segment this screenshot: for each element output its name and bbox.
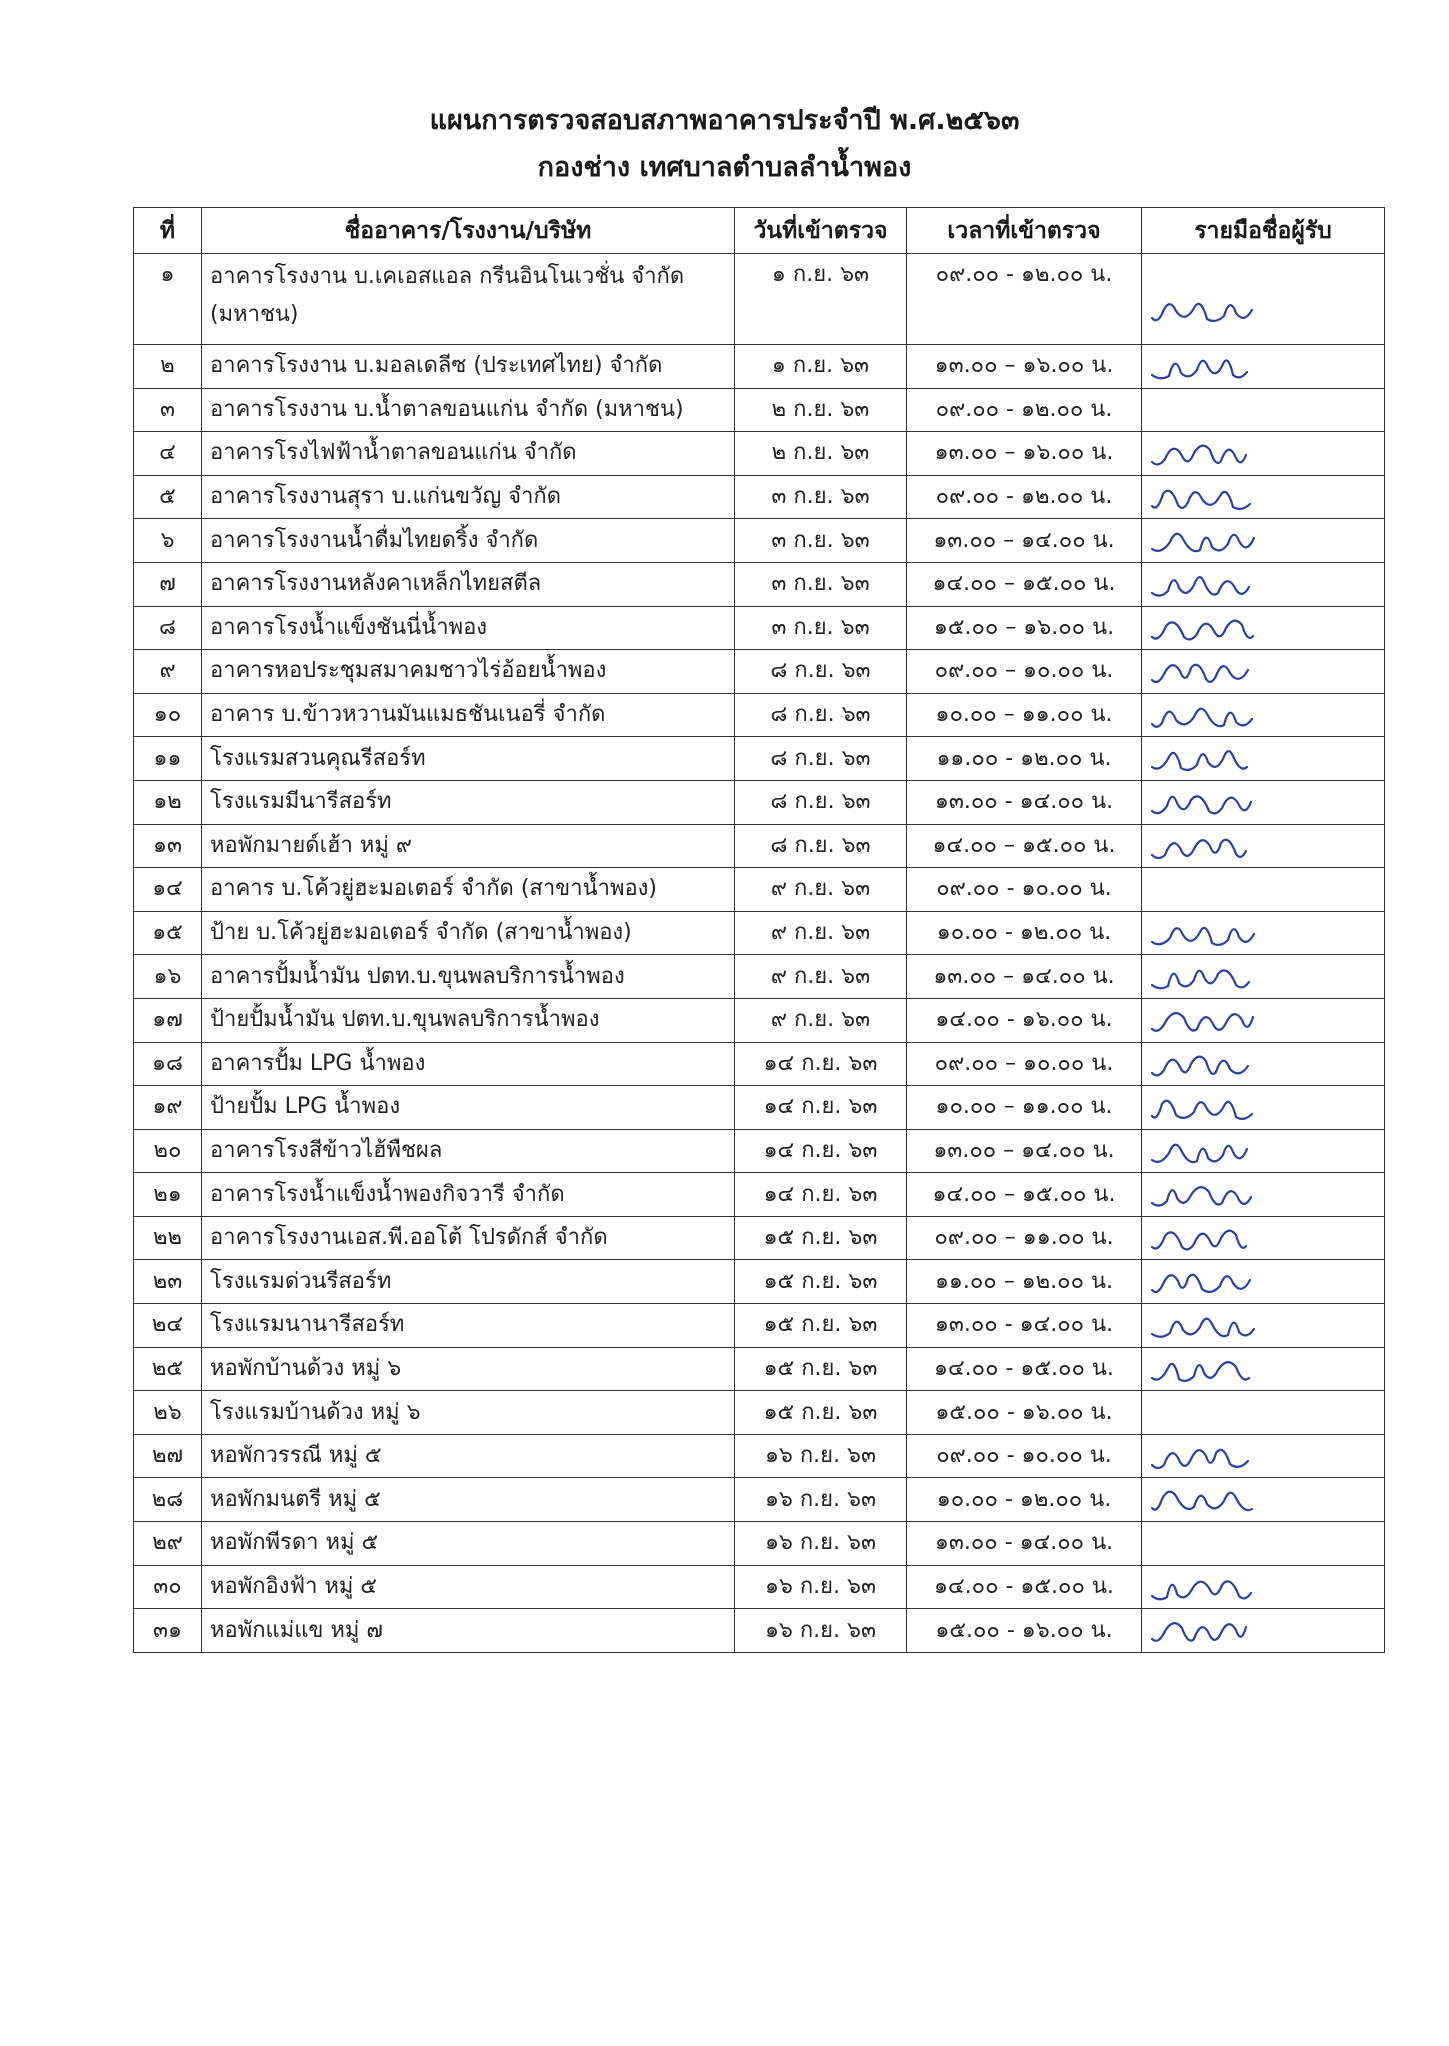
inspection-time: ๑๔.๐๐ – ๑๕.๐๐ น. — [907, 1173, 1142, 1217]
inspection-date: ๑ ก.ย. ๖๓ — [735, 254, 907, 345]
inspection-time: ๑๓.๐๐ - ๑๔.๐๐ น. — [907, 1522, 1142, 1566]
building-name: หอพักแม่แข หมู่ ๗ — [202, 1609, 735, 1653]
signature-cell — [1142, 1304, 1385, 1348]
handwritten-signature — [1146, 1568, 1296, 1608]
handwritten-signature — [1146, 914, 1296, 954]
inspection-date: ๑๔ ก.ย. ๖๓ — [735, 1129, 907, 1173]
table-row — [134, 519, 1385, 563]
inspection-time: ๑๓.๐๐ – ๑๖.๐๐ น. — [907, 432, 1142, 476]
table-row — [134, 388, 1385, 432]
table-header-row — [134, 208, 1385, 254]
inspection-time: ๑๕.๐๐ - ๑๖.๐๐ น. — [907, 1391, 1142, 1435]
inspection-date: ๓ ก.ย. ๖๓ — [735, 606, 907, 650]
signature-cell — [1142, 868, 1385, 912]
row-number: ๒๖ — [134, 1391, 202, 1435]
signature-cell — [1142, 606, 1385, 650]
header-date: วันที่เข้าตรวจ — [735, 208, 907, 254]
table-row — [134, 737, 1385, 781]
inspection-time: ๐๙.๐๐ - ๑๐.๐๐ น. — [907, 868, 1142, 912]
building-name: โรงแรมบ้านด้วง หมู่ ๖ — [202, 1391, 735, 1435]
inspection-date: ๒ ก.ย. ๖๓ — [735, 388, 907, 432]
building-name: หอพักวรรณี หมู่ ๕ — [202, 1434, 735, 1478]
row-number: ๒๓ — [134, 1260, 202, 1304]
inspection-date: ๘ ก.ย. ๖๓ — [735, 693, 907, 737]
table-row — [134, 432, 1385, 476]
building-name: อาคารโรงไฟฟ้าน้ำตาลขอนแก่น จำกัด — [202, 432, 735, 476]
handwritten-signature — [1146, 478, 1296, 518]
building-name: อาคารปั้มน้ำมัน ปตท.บ.ขุนพลบริการน้ำพอง — [202, 955, 735, 999]
table-row — [134, 868, 1385, 912]
inspection-date: ๑๔ ก.ย. ๖๓ — [735, 1086, 907, 1130]
inspection-time: ๑๑.๐๐ - ๑๒.๐๐ น. — [907, 737, 1142, 781]
handwritten-signature — [1146, 739, 1296, 779]
table-row — [134, 345, 1385, 389]
inspection-date: ๑๔ ก.ย. ๖๓ — [735, 1173, 907, 1217]
building-name: อาคารโรงงานสุรา บ.แก่นขวัญ จำกัด — [202, 475, 735, 519]
signature-cell — [1142, 1129, 1385, 1173]
building-name: อาคารปั้ม LPG น้ำพอง — [202, 1042, 735, 1086]
handwritten-signature — [1146, 1611, 1296, 1651]
table-row — [134, 562, 1385, 606]
signature-cell — [1142, 1522, 1385, 1566]
inspection-time: ๑๕.๐๐ - ๑๖.๐๐ น. — [907, 1609, 1142, 1653]
inspection-date: ๑๖ ก.ย. ๖๓ — [735, 1609, 907, 1653]
signature-cell — [1142, 1478, 1385, 1522]
building-name: ป้ายปั้ม LPG น้ำพอง — [202, 1086, 735, 1130]
row-number: ๑๖ — [134, 955, 202, 999]
handwritten-signature — [1146, 783, 1296, 823]
row-number: ๑๒ — [134, 780, 202, 824]
table-row — [134, 1391, 1385, 1435]
table-row — [134, 650, 1385, 694]
row-number: ๒๘ — [134, 1478, 202, 1522]
signature-cell — [1142, 1042, 1385, 1086]
inspection-date: ๘ ก.ย. ๖๓ — [735, 824, 907, 868]
signature-cell — [1142, 1434, 1385, 1478]
signature-cell — [1142, 432, 1385, 476]
inspection-time: ๑๓.๐๐ – ๑๔.๐๐ น. — [907, 955, 1142, 999]
building-name: โรงแรมด่วนรีสอร์ท — [202, 1260, 735, 1304]
inspection-time: ๑๓.๐๐ – ๑๔.๐๐ น. — [907, 1129, 1142, 1173]
signature-cell — [1142, 693, 1385, 737]
building-name: อาคารโรงงาน บ.น้ำตาลขอนแก่น จำกัด (มหาชน) — [202, 388, 735, 432]
inspection-time: ๐๙.๐๐ - ๑๒.๐๐ น. — [907, 475, 1142, 519]
table-row — [134, 1347, 1385, 1391]
handwritten-signature — [1146, 521, 1296, 561]
inspection-time: ๑๐.๐๐ – ๑๑.๐๐ น. — [907, 1086, 1142, 1130]
handwritten-signature — [1146, 1480, 1296, 1520]
handwritten-signature — [1146, 827, 1296, 867]
page-subtitle: กองช่าง เทศบาลตำบลลำน้ำพอง — [537, 152, 912, 183]
table-row — [134, 1434, 1385, 1478]
inspection-date: ๓ ก.ย. ๖๓ — [735, 519, 907, 563]
building-name: ป้ายปั้มน้ำมัน ปตท.บ.ขุนพลบริการน้ำพอง — [202, 998, 735, 1042]
inspection-date: ๑๖ ก.ย. ๖๓ — [735, 1522, 907, 1566]
table-row — [134, 693, 1385, 737]
table-row — [134, 1129, 1385, 1173]
row-number: ๑๓ — [134, 824, 202, 868]
inspection-date: ๑๕ ก.ย. ๖๓ — [735, 1260, 907, 1304]
row-number: ๖ — [134, 519, 202, 563]
inspection-date: ๑๕ ก.ย. ๖๓ — [735, 1304, 907, 1348]
row-number: ๒ — [134, 345, 202, 389]
inspection-date: ๓ ก.ย. ๖๓ — [735, 562, 907, 606]
signature-cell — [1142, 1086, 1385, 1130]
inspection-date: ๙ ก.ย. ๖๓ — [735, 955, 907, 999]
handwritten-signature — [1146, 1437, 1296, 1477]
building-name: หอพักมนตรี หมู่ ๕ — [202, 1478, 735, 1522]
table-row — [134, 1173, 1385, 1217]
building-name: หอพักบ้านด้วง หมู่ ๖ — [202, 1347, 735, 1391]
inspection-schedule-table — [133, 207, 1385, 1653]
signature-cell — [1142, 955, 1385, 999]
row-number: ๒๔ — [134, 1304, 202, 1348]
table-row — [134, 1609, 1385, 1653]
inspection-time: ๑๐.๐๐ – ๑๑.๐๐ น. — [907, 693, 1142, 737]
building-name: อาคาร บ.ข้าวหวานมันแมธชันเนอรี่ จำกัด — [202, 693, 735, 737]
table-row — [134, 955, 1385, 999]
table-row — [134, 824, 1385, 868]
table-row — [134, 254, 1385, 345]
inspection-date: ๙ ก.ย. ๖๓ — [735, 868, 907, 912]
inspection-date: ๘ ก.ย. ๖๓ — [735, 780, 907, 824]
row-number: ๗ — [134, 562, 202, 606]
inspection-date: ๑ ก.ย. ๖๓ — [735, 345, 907, 389]
inspection-time: ๐๙.๐๐ – ๑๐.๐๐ น. — [907, 1042, 1142, 1086]
table-row — [134, 1086, 1385, 1130]
row-number: ๒๙ — [134, 1522, 202, 1566]
signature-cell — [1142, 998, 1385, 1042]
building-name: อาคารหอประชุมสมาคมชาวไร่อ้อยน้ำพอง — [202, 650, 735, 694]
header-time: เวลาที่เข้าตรวจ — [907, 208, 1142, 254]
inspection-date: ๘ ก.ย. ๖๓ — [735, 737, 907, 781]
inspection-time: ๑๐.๐๐ - ๑๒.๐๐ น. — [907, 911, 1142, 955]
building-name: อาคารโรงงาน บ.มอลเดลีซ (ประเทศไทย) จำกัด — [202, 345, 735, 389]
signature-cell — [1142, 254, 1385, 345]
building-name: อาคารโรงงาน บ.เคเอสแอล กรีนอินโนเวชั่น จำกัด (มหาชน) — [202, 254, 735, 345]
signature-cell — [1142, 1609, 1385, 1653]
signature-cell — [1142, 475, 1385, 519]
inspection-time: ๑๔.๐๐ – ๑๕.๐๐ น. — [907, 562, 1142, 606]
row-number: ๑๔ — [134, 868, 202, 912]
row-number: ๓๐ — [134, 1565, 202, 1609]
inspection-date: ๑๖ ก.ย. ๖๓ — [735, 1565, 907, 1609]
inspection-time: ๐๙.๐๐ - ๑๐.๐๐ น. — [907, 1434, 1142, 1478]
building-name: อาคารโรงน้ำแข็งชันนี่น้ำพอง — [202, 606, 735, 650]
row-number: ๒๒ — [134, 1216, 202, 1260]
signature-cell — [1142, 1173, 1385, 1217]
signature-cell — [1142, 388, 1385, 432]
inspection-time: ๑๑.๐๐ – ๑๒.๐๐ น. — [907, 1260, 1142, 1304]
signature-cell — [1142, 345, 1385, 389]
handwritten-signature — [1146, 1175, 1296, 1215]
inspection-time: ๑๓.๐๐ – ๑๖.๐๐ น. — [907, 345, 1142, 389]
signature-cell — [1142, 519, 1385, 563]
table-row — [134, 475, 1385, 519]
inspection-date: ๑๖ ก.ย. ๖๓ — [735, 1478, 907, 1522]
table-row — [134, 911, 1385, 955]
row-number: ๕ — [134, 475, 202, 519]
inspection-time: ๐๙.๐๐ - ๑๒.๐๐ น. — [907, 254, 1142, 345]
inspection-date: ๑๖ ก.ย. ๖๓ — [735, 1434, 907, 1478]
row-number: ๒๕ — [134, 1347, 202, 1391]
table-row — [134, 1478, 1385, 1522]
building-name: อาคารโรงน้ำแข็งน้ำพองกิจวารี จำกัด — [202, 1173, 735, 1217]
signature-cell — [1142, 1260, 1385, 1304]
inspection-date: ๙ ก.ย. ๖๓ — [735, 911, 907, 955]
handwritten-signature — [1146, 290, 1296, 345]
table-row — [134, 998, 1385, 1042]
inspection-time: ๑๓.๐๐ - ๑๔.๐๐ น. — [907, 780, 1142, 824]
inspection-date: ๑๕ ก.ย. ๖๓ — [735, 1391, 907, 1435]
table-row — [134, 1260, 1385, 1304]
handwritten-signature — [1146, 609, 1296, 649]
signature-cell — [1142, 1391, 1385, 1435]
handwritten-signature — [1146, 1306, 1296, 1346]
building-name: ป้าย บ.โค้วยู่ฮะมอเตอร์ จำกัด (สาขาน้ำพอง) — [202, 911, 735, 955]
header-name: ชื่ออาคาร/โรงงาน/บริษัท — [202, 208, 735, 254]
building-name: อาคารโรงงานหลังคาเหล็กไทยสตีล — [202, 562, 735, 606]
building-name: หอพักพีรดา หมู่ ๕ — [202, 1522, 735, 1566]
handwritten-signature — [1146, 1001, 1296, 1041]
inspection-time: ๑๔.๐๐ - ๑๕.๐๐ น. — [907, 1347, 1142, 1391]
row-number: ๑๙ — [134, 1086, 202, 1130]
signature-cell — [1142, 1347, 1385, 1391]
building-name: หอพักอิงฟ้า หมู่ ๕ — [202, 1565, 735, 1609]
inspection-date: ๑๔ ก.ย. ๖๓ — [735, 1042, 907, 1086]
signature-cell — [1142, 737, 1385, 781]
signature-cell — [1142, 1216, 1385, 1260]
building-name: อาคารโรงงานเอส.พี.ออโต้ โปรดักส์ จำกัด — [202, 1216, 735, 1260]
table-row — [134, 1042, 1385, 1086]
table-row — [134, 1522, 1385, 1566]
building-name: อาคารโรงสีข้าวไฮ้พืชผล — [202, 1129, 735, 1173]
handwritten-signature — [1146, 1045, 1296, 1085]
table-row — [134, 1565, 1385, 1609]
row-number: ๘ — [134, 606, 202, 650]
row-number: ๙ — [134, 650, 202, 694]
inspection-time: ๑๕.๐๐ – ๑๖.๐๐ น. — [907, 606, 1142, 650]
row-number: ๒๑ — [134, 1173, 202, 1217]
table-row — [134, 1304, 1385, 1348]
row-number: ๑๐ — [134, 693, 202, 737]
signature-cell — [1142, 911, 1385, 955]
inspection-time: ๑๓.๐๐ - ๑๔.๐๐ น. — [907, 1304, 1142, 1348]
inspection-time: ๑๓.๐๐ – ๑๔.๐๐ น. — [907, 519, 1142, 563]
page-title: แผนการตรวจสอบสภาพอาคารประจำปี พ.ศ.๒๕๖๓ — [429, 105, 1020, 136]
signature-cell — [1142, 650, 1385, 694]
handwritten-signature — [1146, 1262, 1296, 1302]
inspection-date: ๓ ก.ย. ๖๓ — [735, 475, 907, 519]
inspection-time: ๐๙.๐๐ – ๑๑.๐๐ น. — [907, 1216, 1142, 1260]
row-number: ๑๕ — [134, 911, 202, 955]
header-signature: รายมือชื่อผู้รับ — [1142, 208, 1385, 254]
handwritten-signature — [1146, 1088, 1296, 1128]
inspection-date: ๑๕ ก.ย. ๖๓ — [735, 1216, 907, 1260]
header-no: ที่ — [134, 208, 202, 254]
inspection-date: ๑๕ ก.ย. ๖๓ — [735, 1347, 907, 1391]
table-row — [134, 1216, 1385, 1260]
inspection-time: ๐๙.๐๐ - ๑๒.๐๐ น. — [907, 388, 1142, 432]
handwritten-signature — [1146, 347, 1296, 387]
building-name: อาคารโรงงานน้ำดื่มไทยดริ้ง จำกัด — [202, 519, 735, 563]
handwritten-signature — [1146, 957, 1296, 997]
inspection-date: ๘ ก.ย. ๖๓ — [735, 650, 907, 694]
row-number: ๓๑ — [134, 1609, 202, 1653]
signature-cell — [1142, 780, 1385, 824]
handwritten-signature — [1146, 652, 1296, 692]
row-number: ๔ — [134, 432, 202, 476]
handwritten-signature — [1146, 1350, 1296, 1390]
inspection-time: ๑๐.๐๐ - ๑๒.๐๐ น. — [907, 1478, 1142, 1522]
building-name: โรงแรมมีนารีสอร์ท — [202, 780, 735, 824]
row-number: ๑๘ — [134, 1042, 202, 1086]
signature-cell — [1142, 1565, 1385, 1609]
handwritten-signature — [1146, 696, 1296, 736]
inspection-time: ๑๔.๐๐ - ๑๕.๐๐ น. — [907, 1565, 1142, 1609]
signature-cell — [1142, 562, 1385, 606]
table-row — [134, 606, 1385, 650]
row-number: ๓ — [134, 388, 202, 432]
handwritten-signature — [1146, 565, 1296, 605]
building-name: โรงแรมสวนคุณรีสอร์ท — [202, 737, 735, 781]
row-number: ๑๑ — [134, 737, 202, 781]
row-number: ๒๗ — [134, 1434, 202, 1478]
building-name: โรงแรมนานารีสอร์ท — [202, 1304, 735, 1348]
building-name: อาคาร บ.โค้วยู่ฮะมอเตอร์ จำกัด (สาขาน้ำพอง) — [202, 868, 735, 912]
building-name: หอพักมายด์เฮ้า หมู่ ๙ — [202, 824, 735, 868]
inspection-time: ๑๔.๐๐ - ๑๖.๐๐ น. — [907, 998, 1142, 1042]
inspection-time: ๐๙.๐๐ – ๑๐.๐๐ น. — [907, 650, 1142, 694]
inspection-time: ๑๔.๐๐ – ๑๕.๐๐ น. — [907, 824, 1142, 868]
handwritten-signature — [1146, 1132, 1296, 1172]
row-number: ๑๗ — [134, 998, 202, 1042]
row-number: ๑ — [134, 254, 202, 345]
signature-cell — [1142, 824, 1385, 868]
handwritten-signature — [1146, 1219, 1296, 1259]
row-number: ๒๐ — [134, 1129, 202, 1173]
handwritten-signature — [1146, 434, 1296, 474]
table-row — [134, 780, 1385, 824]
inspection-date: ๙ ก.ย. ๖๓ — [735, 998, 907, 1042]
inspection-date: ๒ ก.ย. ๖๓ — [735, 432, 907, 476]
table-body — [134, 254, 1385, 1653]
